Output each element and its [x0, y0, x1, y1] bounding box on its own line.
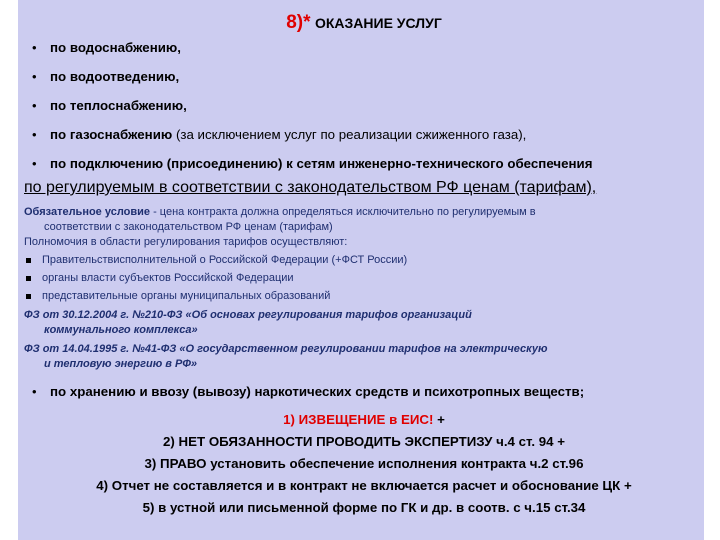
obligatory-label: Обязательное условие: [24, 206, 151, 218]
obligatory-condition: Обязательное условие - цена контракта должна определяться исключительно по регулируемым в соответствии с законодательством РФ ценам (тарифам): [24, 206, 536, 233]
square-bullet-icon: [26, 294, 31, 299]
square-bullet-icon: [26, 258, 31, 263]
list-item: представительные органы муниципальных образований: [24, 289, 704, 304]
list-item: • по теплоснабжению,: [32, 98, 187, 113]
service-list-extra: [24, 384, 704, 400]
list-item: органы власти субъектов Российской Федерации: [24, 271, 704, 286]
bullet-dot-icon: •: [32, 98, 37, 113]
list-item: Правительствисполнительной о Российской Федерации (+ФСТ России): [24, 253, 704, 268]
title-number: 8)*: [286, 12, 311, 33]
list-item: • по газоснабжению (за исключением услуг по реализации сжиженного газа),: [32, 127, 527, 142]
bullet-dot-icon: •: [32, 69, 37, 84]
note-5: 5) в устной или письменной форме по ГК и др. в соотв. с ч.15 ст.34: [142, 500, 586, 515]
regulated-prices-line: по регулируемым в соответствии с законодательством РФ ценам (тарифам),: [24, 179, 597, 196]
note-4: 4) Отчет не составляется и в контракт не включается расчет и обоснование ЦК +: [96, 478, 632, 493]
bullet-dot-icon: •: [32, 127, 37, 142]
list-item: • по водоснабжению,: [32, 40, 181, 55]
bullet-dot-icon: •: [32, 384, 37, 399]
law-reference: ФЗ от 14.04.1995 г. №41-ФЗ «О государственном регулировании тарифов на электрическую и тепловую энергию в РФ»: [24, 343, 548, 370]
service-list: [24, 40, 704, 172]
note-2: 2) НЕТ ОБЯЗАННОСТИ ПРОВОДИТЬ ЭКСПЕРТИЗУ ч.4 ст. 94 +: [163, 434, 565, 449]
slide: [18, 0, 704, 540]
list-item: • по водоотведению,: [32, 69, 180, 84]
bullet-dot-icon: •: [32, 40, 37, 55]
powers-list: [24, 253, 704, 304]
slide-title: [24, 9, 704, 37]
law-reference: ФЗ от 30.12.2004 г. №210-ФЗ «Об основах регулирования тарифов организаций коммунального комплекса»: [24, 309, 472, 336]
note-1: 1) ИЗВЕЩЕНИЕ в ЕИС! +: [283, 412, 445, 427]
note-3: 3) ПРАВО установить обеспечение исполнения контракта ч.2 ст.96: [144, 456, 584, 471]
title-text: ОКАЗАНИЕ УСЛУГ: [314, 15, 442, 31]
square-bullet-icon: [26, 276, 31, 281]
list-item: • по хранению и ввозу (вывозу) наркотических средств и психотропных веществ;: [32, 384, 585, 399]
bullet-dot-icon: •: [32, 156, 37, 171]
list-item: • по подключению (присоединению) к сетям инженерно-технического обеспечения: [32, 156, 593, 171]
powers-intro: Полномочия в области регулирования тарифов осуществляют:: [24, 236, 348, 248]
